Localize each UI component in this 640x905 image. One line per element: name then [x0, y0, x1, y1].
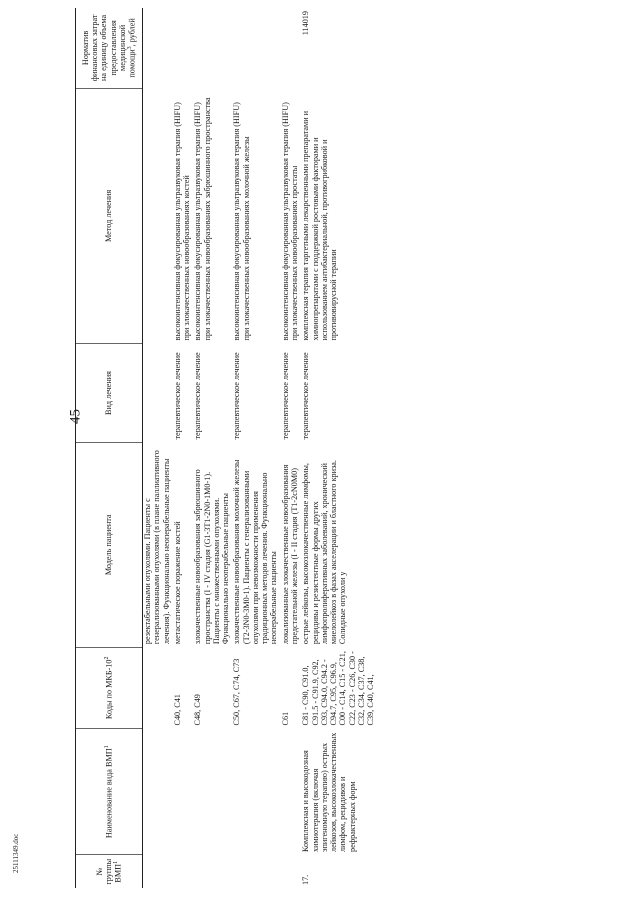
header-name: Наименование вида ВМП$^1$: [76, 729, 143, 856]
cell-type: терапевтическое лечение: [193, 352, 203, 440]
cell-type: [143, 344, 172, 443]
header-icd: Коды по МКБ-$10^2$: [76, 647, 143, 728]
cell-model: злокачественные новообразования молочной железы (T2-3N0-3M0-1). Пациенты с генерализованными опухолями при невозможности применения традиционных методов лечения. Функционально неоперабельные пациенты: [232, 459, 279, 645]
table-header-row: [76, 8, 143, 888]
cell-icd: C48, C49: [193, 694, 203, 726]
cell-num: 17.: [301, 874, 311, 885]
header-cost: Норматив финансовых затрат на единицу объема предоставления медицинской помощи$^3$, рублей: [76, 8, 143, 88]
cell-icd: C50, C67, C74, C73: [232, 658, 242, 726]
cell-method: высокоинтенсивная фокусированная ультразвуковая терапия (HIFU) при злокачественных новообразованиях молочной железы: [232, 102, 251, 341]
cell-method: высокоинтенсивная фокусированная ультразвуковая терапия (HIFU) при злокачественных новообразованиях простаты: [280, 102, 299, 341]
vmp-table: [75, 8, 376, 888]
cell-num: [231, 855, 279, 888]
cell-name: [231, 729, 279, 856]
cell-num: [192, 855, 231, 888]
cell-icd: C81 - C90, C91.0, C91.5 - C91.9, C92, C93, C94.0, C94.2 - C94.7, C95, C96.9, C00 - C14, C15 - C21, C22, C23 - C26, C30 - C32, C34, C37, C38, C39, C40, C41,: [301, 651, 376, 726]
cell-icd: [143, 647, 172, 728]
cell-type: терапевтическое лечение: [232, 352, 242, 440]
cell-cost: [143, 8, 172, 88]
cell-method: [143, 88, 172, 343]
header-type: Вид лечения: [76, 344, 143, 443]
header-model: Модель пациента: [76, 443, 143, 648]
table-row: [172, 8, 193, 888]
cell-num: [143, 855, 172, 888]
cell-model: метастатическое поражение костей: [172, 521, 182, 645]
page-number: 45: [67, 409, 84, 424]
cell-model: злокачественные новообразования забрюшинного пространства (I - IV стадия (G1-3T1-2N0-1M0-1). Пациенты с множественными опухолями. Функционально неоперабельные пациенты: [193, 469, 231, 645]
cell-type: терапевтическое лечение: [301, 352, 311, 440]
cell-type: терапевтическое лечение: [280, 352, 290, 440]
table-row: [280, 8, 301, 888]
cell-icd: C40, C41: [172, 694, 182, 726]
cell-num: [280, 855, 301, 888]
rotated-table-area: [75, 8, 635, 888]
cell-icd: C61: [280, 711, 290, 726]
document-id: 25111349.doc: [12, 833, 20, 873]
cell-method: комплексная терапия таргетными лекарственными препаратами и химиопрепаратами с поддержкой ростовыми факторами и использованием антибактериальной, противогрибковой и противовирусной терапии: [301, 110, 339, 341]
cell-name: [192, 729, 231, 856]
table-row: [231, 8, 279, 888]
header-method: Метод лечения: [76, 88, 143, 343]
cell-cost: [172, 8, 193, 88]
cell-cost: 114019: [301, 11, 311, 36]
cell-cost: [231, 8, 279, 88]
cell-type: терапевтическое лечение: [172, 352, 182, 440]
cell-model: острые лейкозы, высокозлокачественные лимфомы, рецидивы и резистентные формы других лимфопролиферативных заболеваний, хронический миелолейкоз в фазах акселерации и бластного криза. Солидные опухоли у: [301, 460, 348, 645]
cell-model: локализованные злокачественные новообразования предстательной железы (I - II стадия (T1-2cN0M0): [280, 464, 299, 645]
table-row: [143, 8, 172, 888]
table-row: [192, 8, 231, 888]
cell-cost: [192, 8, 231, 88]
cell-cost: [280, 8, 301, 88]
cell-method: высокоинтенсивная фокусированная ультразвуковая терапия (HIFU) при злокачественных новообразованиях костей: [172, 102, 192, 341]
cell-name: [172, 729, 193, 856]
cell-num: [172, 855, 193, 888]
cell-name: [143, 729, 172, 856]
cell-model: резектабельными опухолями. Пациенты с генерализованными опухолями (в плане паллиативного лечения). Функционально неоперабельные пациенты: [143, 450, 171, 645]
cell-name: [280, 729, 301, 856]
header-num: № группы ВМП$^1$: [76, 855, 143, 888]
table-row: [300, 8, 376, 888]
cell-name: Комплексная и высокодозная химиотерапия (включая эпигеномную терапию) острых лейкозов, высокозлокачественных лимфом, рецидивов и рефрактерных форм: [301, 732, 357, 852]
cell-method: высокоинтенсивная фокусированная ультразвуковая терапия (HIFU) при злокачественных новообразованиях забрюшинного пространства: [193, 97, 212, 341]
